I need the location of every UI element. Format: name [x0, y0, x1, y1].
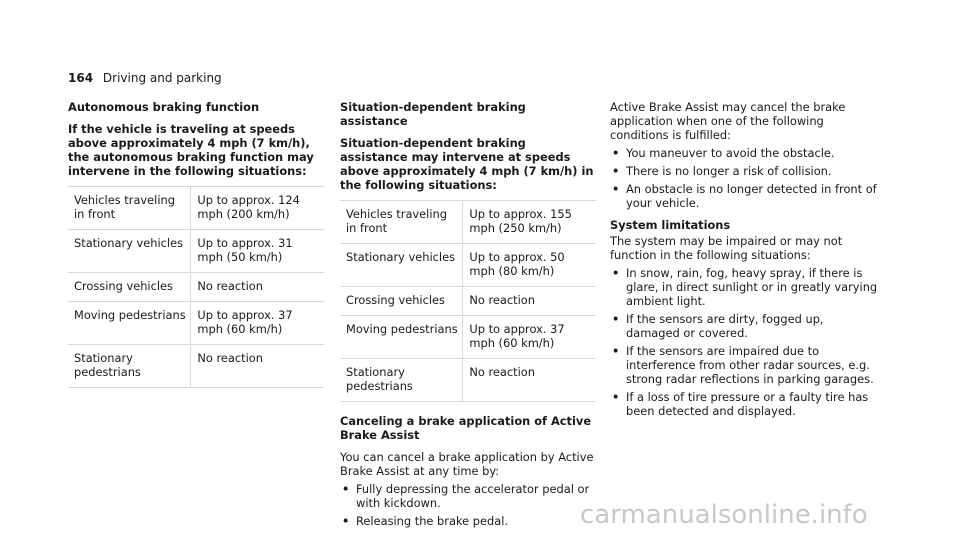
table-cell: Moving pedestrians	[68, 302, 191, 345]
bullet-icon: •	[612, 182, 620, 196]
list-item-text: An obstacle is no longer detected in front of your vehicle.	[626, 182, 877, 210]
autonomous-braking-heading: Autonomous braking function	[68, 100, 260, 114]
table-row	[340, 201, 596, 244]
list-item	[610, 390, 880, 418]
list-item	[340, 514, 596, 528]
page-header	[68, 71, 222, 85]
table-cell: Up to approx. 37 mph (60 km/h)	[191, 302, 324, 345]
cancel-list	[340, 482, 596, 528]
conditions-list	[610, 146, 880, 210]
table-row	[68, 302, 324, 345]
limitations-list	[610, 266, 880, 418]
list-item-text: Releasing the brake pedal.	[356, 514, 508, 528]
column-3	[610, 100, 880, 426]
table-cell: Vehicles traveling in front	[340, 201, 463, 244]
list-item	[610, 164, 880, 178]
list-item-text: There is no longer a risk of collision.	[626, 164, 832, 178]
system-limitations-text: The system may be impaired or may not function in the following situations:	[610, 234, 843, 262]
autonomous-braking-table	[68, 186, 324, 388]
list-item	[340, 482, 596, 510]
list-item	[610, 146, 880, 160]
watermark: carmanualsonline.info	[580, 500, 868, 530]
list-item	[610, 312, 880, 340]
table-cell: Stationary vehicles	[68, 230, 191, 273]
table-cell: No reaction	[191, 273, 324, 302]
list-item	[610, 344, 880, 386]
table-cell: Up to approx. 37 mph (60 km/h)	[463, 316, 596, 359]
list-item	[610, 182, 880, 210]
bullet-icon: •	[612, 164, 620, 178]
cancel-conditions-intro: Active Brake Assist may cancel the brake application when one of the following conditions is fulfilled:	[610, 100, 846, 142]
table-row	[68, 230, 324, 273]
list-item-text: If a loss of tire pressure or a faulty tire has been detected and displayed.	[626, 390, 869, 418]
bullet-icon: •	[342, 482, 350, 496]
situation-braking-heading: Situation-dependent braking assistance	[340, 100, 526, 128]
bullet-icon: •	[612, 146, 620, 160]
table-cell: Up to approx. 155 mph (250 km/h)	[463, 201, 596, 244]
table-cell: Up to approx. 124 mph (200 km/h)	[191, 187, 324, 230]
table-row	[340, 359, 596, 402]
table-cell: Stationary pedestrians	[68, 345, 191, 388]
list-item-text: You maneuver to avoid the obstacle.	[626, 146, 835, 160]
table-cell: Crossing vehicles	[340, 287, 463, 316]
table-row	[68, 345, 324, 388]
column-1	[68, 100, 324, 388]
table-row	[340, 287, 596, 316]
table-row	[340, 316, 596, 359]
section-title: Driving and parking	[102, 71, 222, 85]
bullet-icon: •	[612, 390, 620, 404]
table-row	[68, 273, 324, 302]
list-item	[610, 266, 880, 308]
list-item-text: In snow, rain, fog, heavy spray, if there is glare, in direct sunlight or in greatly varying ambient light.	[626, 266, 878, 308]
table-cell: Stationary vehicles	[340, 244, 463, 287]
situation-braking-subheading: Situation-dependent braking assistance may intervene at speeds above approximately 4 mph (7 km/h) in the following situations:	[340, 136, 594, 192]
column-2	[340, 100, 596, 536]
list-item-text: If the sensors are impaired due to interference from other radar sources, e.g. strong radar reflections in parking garages.	[626, 344, 874, 386]
table-cell: Up to approx. 50 mph (80 km/h)	[463, 244, 596, 287]
table-cell: No reaction	[463, 287, 596, 316]
bullet-icon: •	[612, 266, 620, 280]
table-cell: Crossing vehicles	[68, 273, 191, 302]
list-item-text: If the sensors are dirty, fogged up, damaged or covered.	[626, 312, 824, 340]
cancel-text: You can cancel a brake application by Active Brake Assist at any time by:	[340, 450, 594, 478]
table-cell: Stationary pedestrians	[340, 359, 463, 402]
list-item-text: Fully depressing the accelerator pedal or with kickdown.	[356, 482, 590, 510]
bullet-icon: •	[612, 344, 620, 358]
autonomous-braking-subheading: If the vehicle is traveling at speeds above approximately 4 mph (7 km/h), the autonomous braking function may intervene in the following situations:	[68, 122, 314, 178]
table-cell: Up to approx. 31 mph (50 km/h)	[191, 230, 324, 273]
table-row	[340, 244, 596, 287]
table-cell: No reaction	[463, 359, 596, 402]
bullet-icon: •	[612, 312, 620, 326]
table-cell: Moving pedestrians	[340, 316, 463, 359]
situation-braking-table	[340, 200, 596, 402]
page-number: 164	[68, 71, 94, 85]
table-cell: No reaction	[191, 345, 324, 388]
table-row	[68, 187, 324, 230]
system-limitations-heading: System limitations	[610, 218, 731, 232]
table-cell: Vehicles traveling in front	[68, 187, 191, 230]
bullet-icon: •	[342, 514, 350, 528]
cancel-heading: Canceling a brake application of Active Brake Assist	[340, 414, 592, 442]
